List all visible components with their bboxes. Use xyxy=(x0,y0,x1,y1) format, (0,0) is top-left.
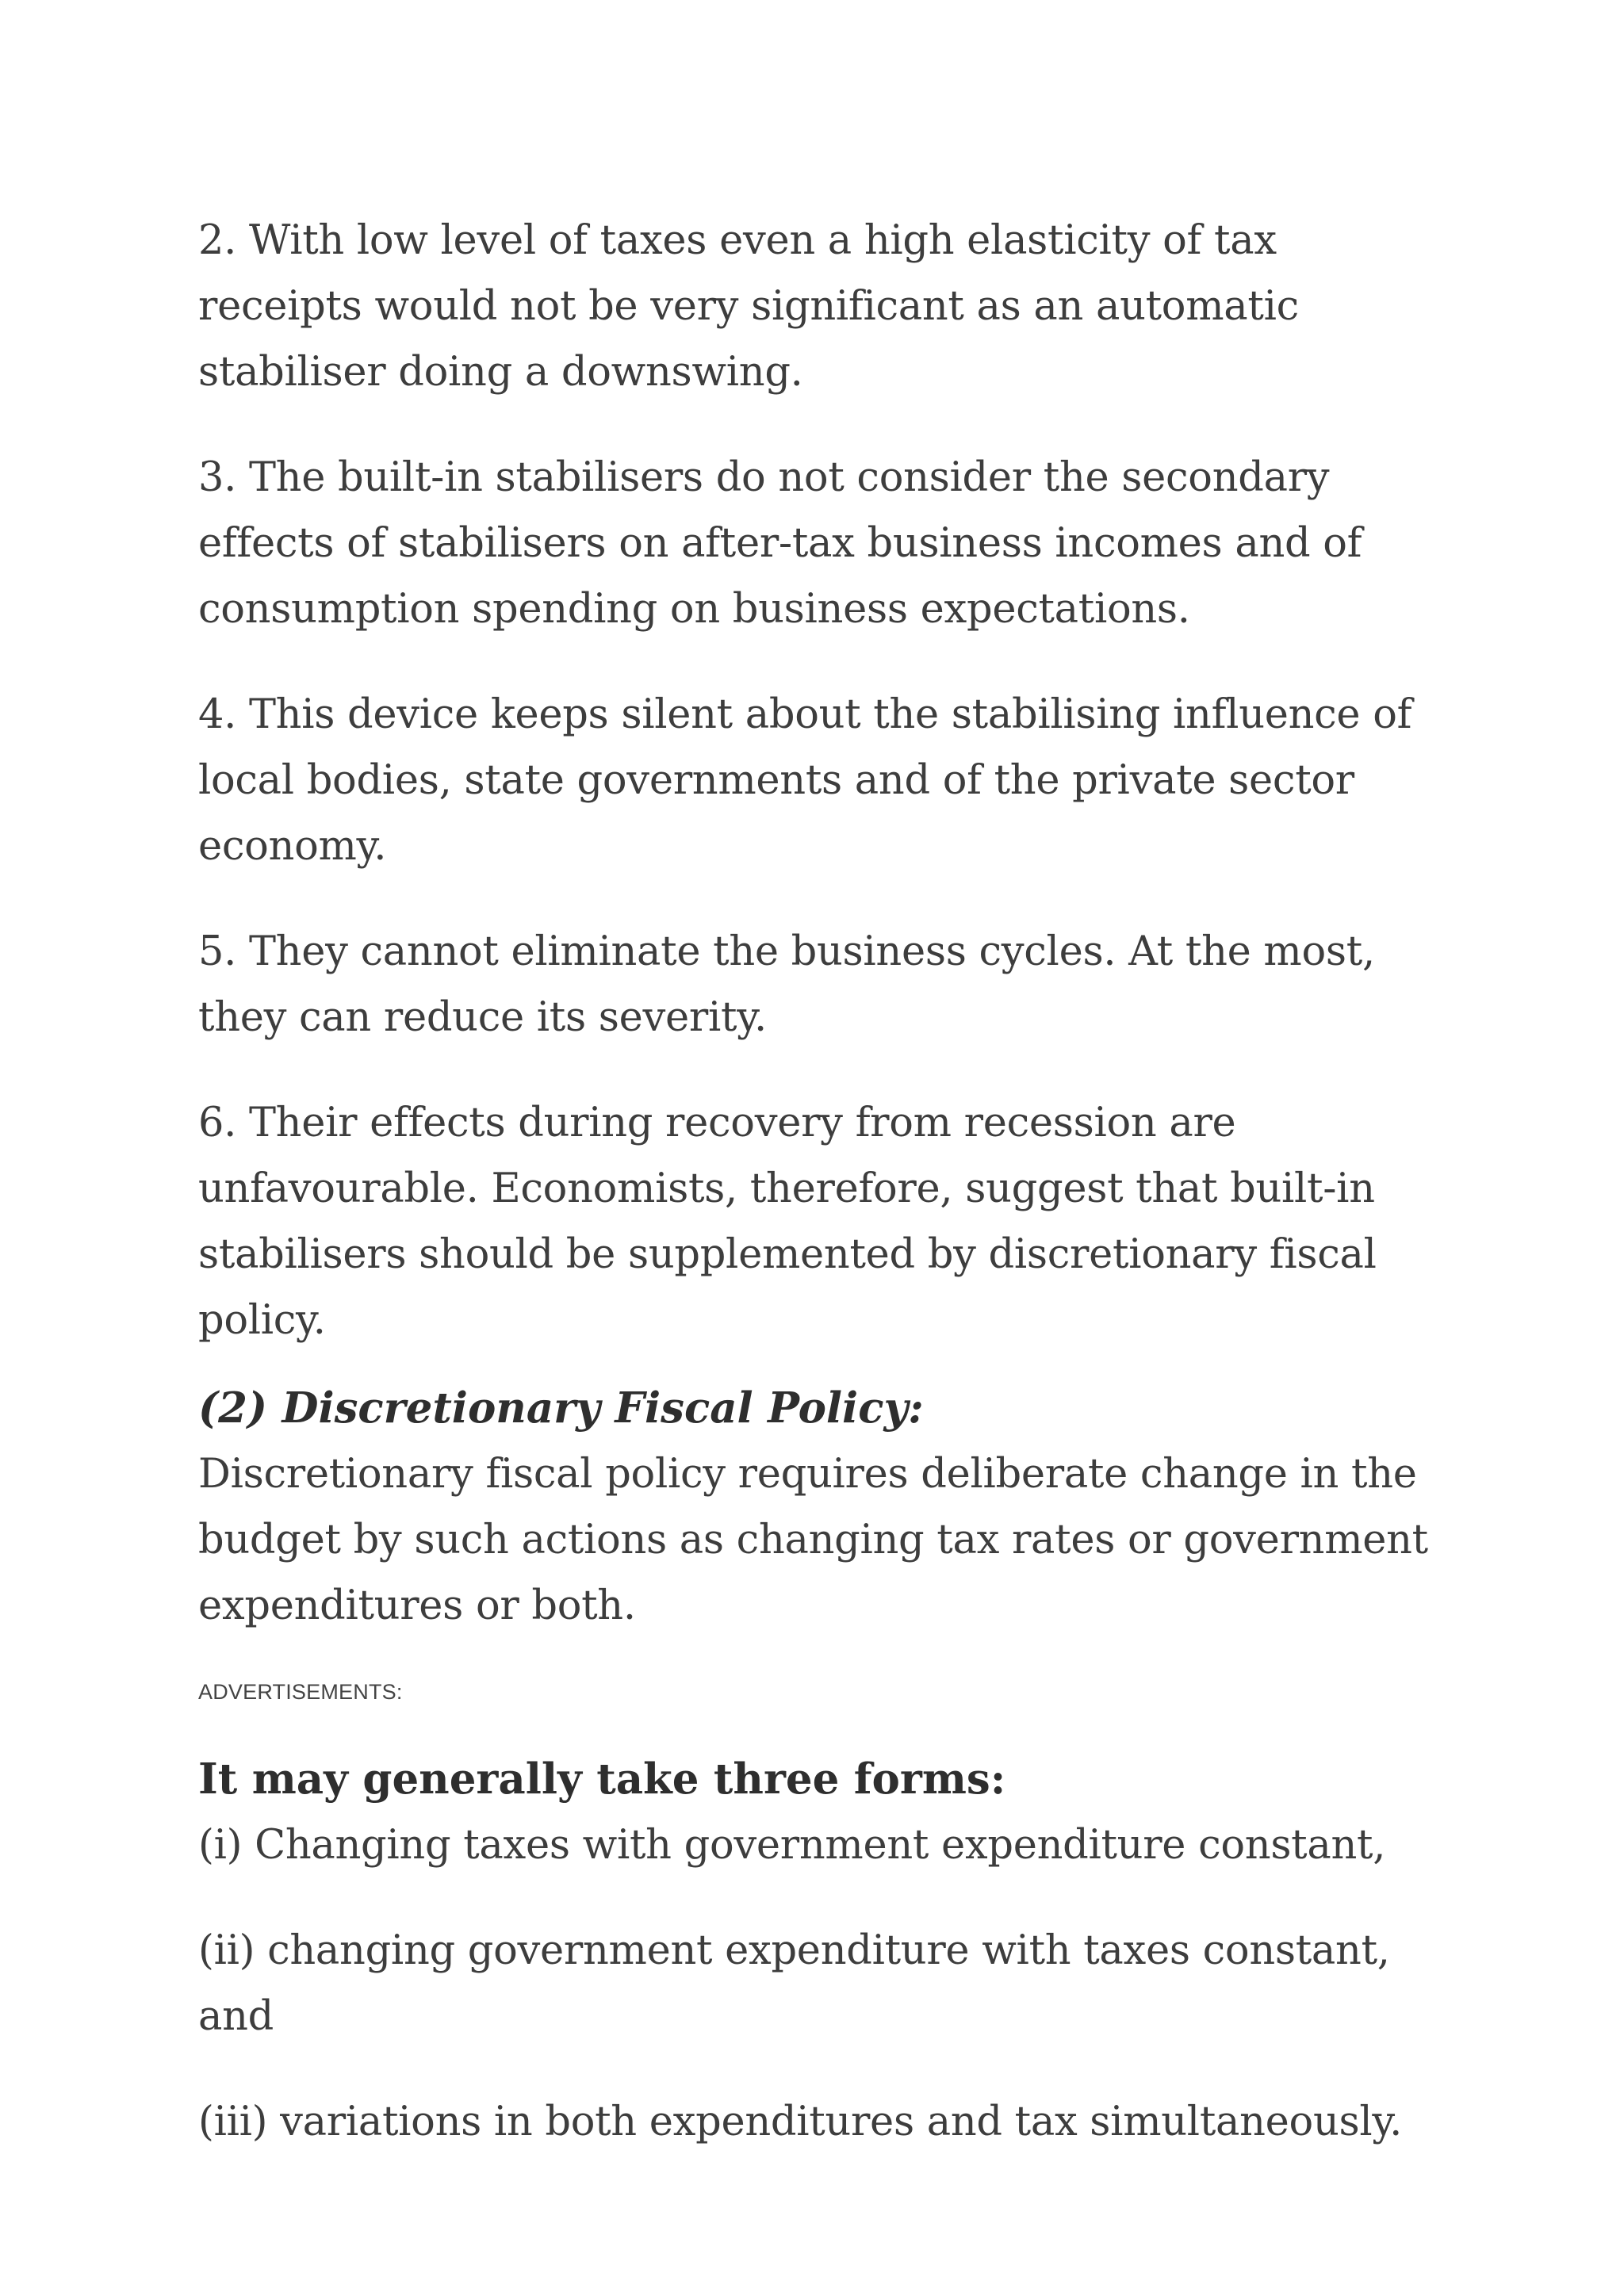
list-item-form-2: (ii) changing government expenditure with taxes constant, and xyxy=(198,1927,1390,2040)
paragraph-point-3: 3. The built-in stabilisers do not consider the secondary effects of stabilisers on after-tax business incomes and of consumption spending on business expectations. xyxy=(198,454,1362,633)
section-heading-discretionary-fiscal-policy: (2) Discretionary Fiscal Policy: xyxy=(198,1383,924,1433)
advertisements-label: ADVERTISEMENTS: xyxy=(198,1680,403,1704)
article-content xyxy=(198,208,1435,2195)
paragraph-point-6: 6. Their effects during recovery from recession are unfavourable. Economists, therefore, suggest that built-in stabilisers should be supplemented by discretionary fiscal policy. xyxy=(198,1100,1377,1344)
paragraph-point-2: 2. With low level of taxes even a high elasticity of tax receipts would not be very significant as an automatic stabiliser doing a downswing. xyxy=(198,217,1299,396)
paragraph-point-5: 5. They cannot eliminate the business cycles. At the most, they can reduce its severity. xyxy=(198,928,1375,1041)
paragraph-discretionary-definition: Discretionary fiscal policy requires deliberate change in the budget by such actions as changing tax rates or government expenditures or both. xyxy=(198,1451,1428,1629)
list-item-form-3: (iii) variations in both expenditures and tax simultaneously. xyxy=(198,2099,1403,2145)
list-item-form-1: (i) Changing taxes with government expenditure constant, xyxy=(198,1822,1386,1869)
forms-heading: It may generally take three forms: xyxy=(198,1755,1006,1804)
paragraph-point-4: 4. This device keeps silent about the stabilising influence of local bodies, state governments and of the private sector economy. xyxy=(198,691,1412,870)
